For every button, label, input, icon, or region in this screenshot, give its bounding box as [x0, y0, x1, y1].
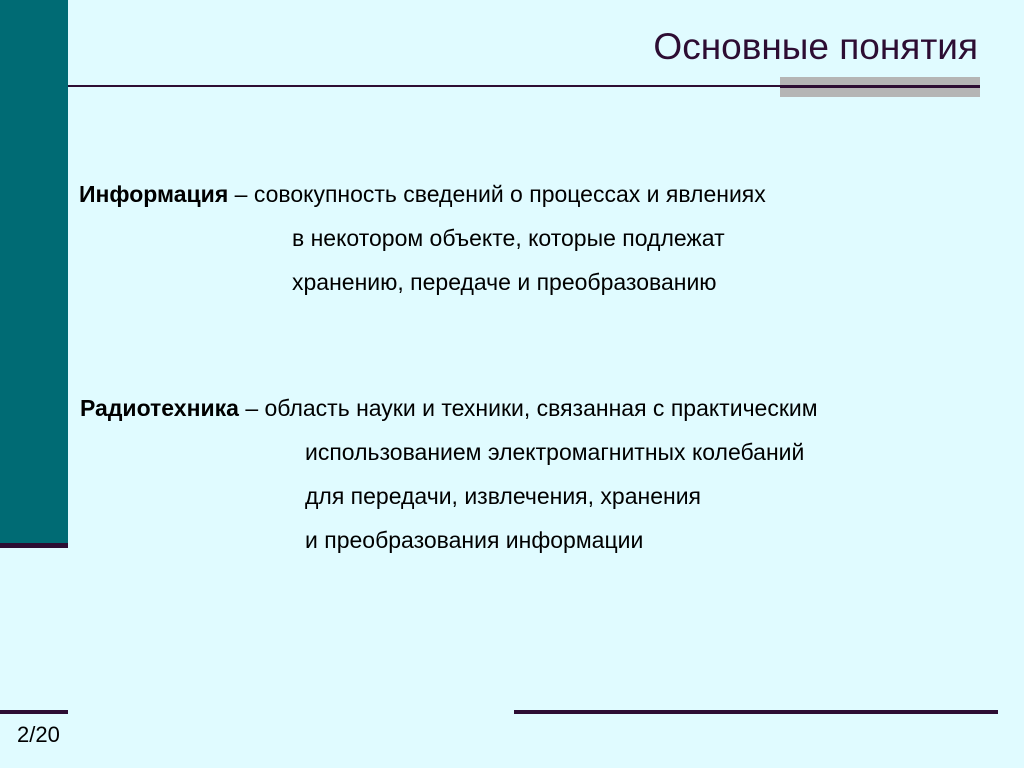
page-number: 2/20 — [17, 722, 60, 747]
definition-radio-engineering — [80, 386, 818, 562]
term-radio-engineering: Радиотехника — [80, 395, 239, 421]
term-information: Информация — [79, 181, 229, 207]
definition-first-line — [79, 172, 766, 216]
definition-text: использованием электромагнитных колебаний — [305, 439, 805, 465]
term-dash: – — [238, 395, 265, 421]
footer-rule-right — [514, 710, 998, 714]
title-accent-line — [780, 86, 980, 88]
left-side-bar-rule — [0, 543, 68, 548]
slide-title: Основные понятия — [653, 26, 978, 67]
definition-text: область науки и техники, связанная с практическим — [264, 395, 818, 421]
definition-first-line — [80, 386, 818, 430]
footer-rule-left — [0, 710, 68, 714]
definition-text: для передачи, извлечения, хранения — [305, 483, 701, 509]
definition-text: совокупность сведений о процессах и явлениях — [253, 181, 766, 207]
left-side-bar — [0, 0, 68, 545]
definition-text: и преобразования информации — [305, 527, 644, 553]
definition-text: в некотором объекте, которые подлежат — [292, 225, 725, 251]
term-dash: – — [228, 181, 254, 207]
definition-text: хранению, передаче и преобразованию — [292, 269, 717, 295]
definition-information — [79, 172, 766, 304]
